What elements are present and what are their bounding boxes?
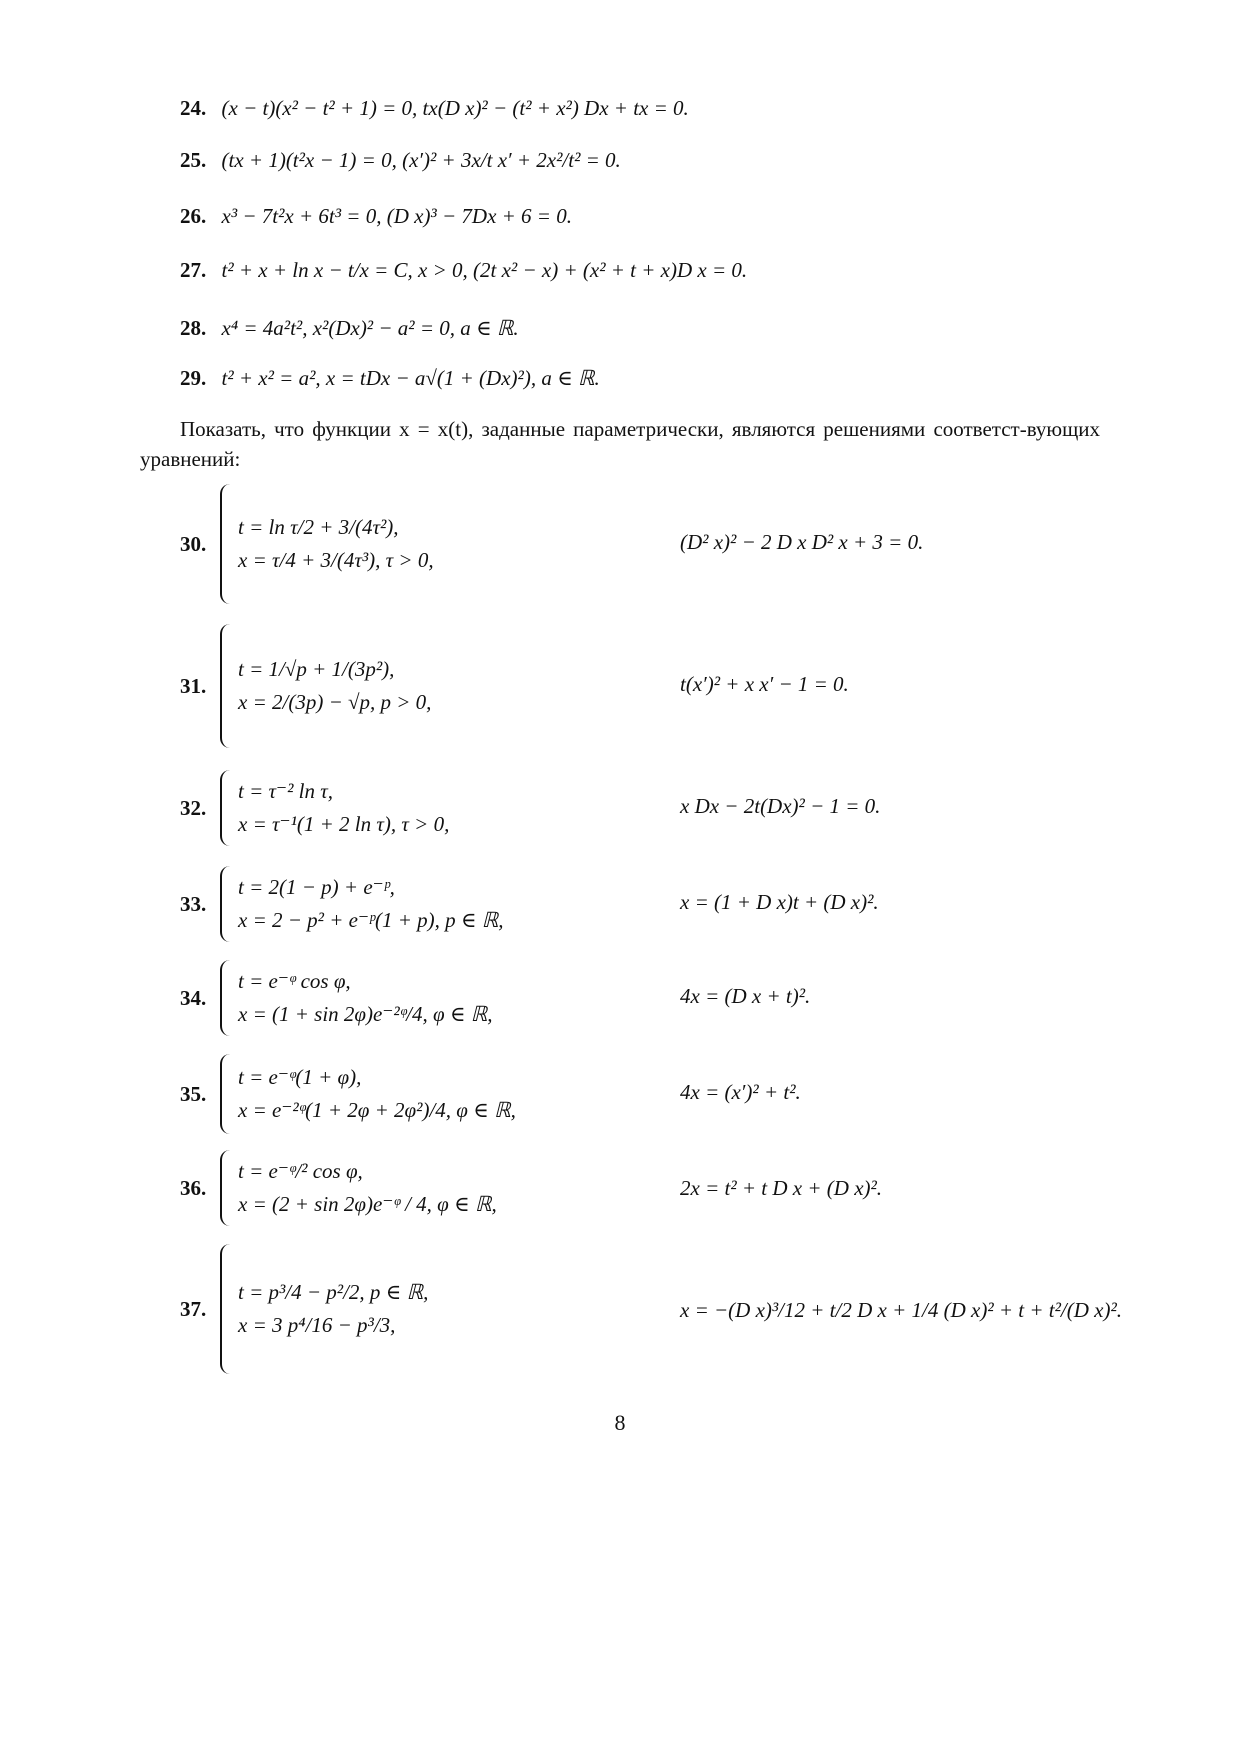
problem-number: 34. [180, 985, 207, 1010]
system-brace [220, 866, 234, 942]
problem-number: 32. [180, 795, 207, 820]
problem-27 [180, 258, 747, 283]
problem-number: 31. [180, 673, 207, 698]
problem-30 [180, 484, 434, 604]
system-line-t: t = e⁻ᵠ cos φ, [238, 969, 351, 993]
system-line-t: t = 2(1 − p) + e⁻ᵖ, [238, 875, 395, 899]
problem-33-equation: x = (1 + D x)t + (D x)². [680, 890, 879, 914]
system-line-t: t = e⁻ᵠ(1 + φ), [238, 1065, 362, 1089]
system-line-x: x = (1 + sin 2φ)e⁻²ᵠ/4, φ ∈ ℝ, [238, 1002, 493, 1026]
problem-35-equation: 4x = (x′)² + t². [680, 1080, 801, 1104]
problem-number: 25. [180, 148, 207, 172]
problem-30-equation: (D² x)² − 2 D x D² x + 3 = 0. [680, 530, 924, 554]
problem-32 [180, 770, 449, 846]
system-line-t: t = 1/√p + 1/(3p²), [238, 657, 395, 681]
problem-26-equation: x³ − 7t²x + 6t³ = 0, (D x)³ − 7Dx + 6 = 0. [221, 204, 572, 228]
problem-24 [180, 96, 689, 121]
problem-37-equation: x = −(D x)³/12 + t/2 D x + 1/4 (D x)² + t + t²/(D x)². [680, 1298, 1123, 1322]
problem-28-equation: x⁴ = 4a²t², x²(Dx)² − a² = 0, a ∈ ℝ. [221, 316, 519, 340]
problem-number: 24. [180, 96, 207, 120]
problem-31 [180, 624, 431, 748]
system-line-x: x = 2/(3p) − √p, p > 0, [238, 690, 432, 714]
problem-33 [180, 866, 504, 942]
system-brace [220, 484, 234, 604]
problem-36 [180, 1150, 497, 1226]
problem-number: 26. [180, 204, 207, 228]
problem-number: 37. [180, 1296, 207, 1321]
problem-number: 35. [180, 1081, 207, 1106]
problem-26 [180, 204, 572, 229]
problem-36-equation: 2x = t² + t D x + (D x)². [680, 1176, 883, 1200]
system-line-x: x = τ⁻¹(1 + 2 ln τ), τ > 0, [238, 812, 450, 836]
problem-25 [180, 148, 621, 173]
intro-paragraph [140, 414, 1100, 474]
problem-31-equation: t(x′)² + x x′ − 1 = 0. [680, 672, 849, 696]
system-brace [220, 1054, 234, 1134]
problem-32-equation: x Dx − 2t(Dx)² − 1 = 0. [680, 794, 881, 818]
problem-34 [180, 960, 493, 1036]
system-line-x: x = e⁻²ᵠ(1 + 2φ + 2φ²)/4, φ ∈ ℝ, [238, 1098, 516, 1122]
problem-24-equation: (x − t)(x² − t² + 1) = 0, tx(D x)² − (t² + x²) Dx + tx = 0. [221, 96, 689, 120]
system-line-x: x = 2 − p² + e⁻ᵖ(1 + p), p ∈ ℝ, [238, 908, 504, 932]
system-line-t: t = e⁻ᵠ/² cos φ, [238, 1159, 363, 1183]
problem-29-equation: t² + x² = a², x = tDx − a√(1 + (Dx)²), a ∈ ℝ. [221, 366, 600, 390]
problem-34-equation: 4x = (D x + t)². [680, 984, 811, 1008]
intro-text: Показать, что функции x = x(t), заданные параметрически, являются решениями соответст-вующих уравнений: [140, 417, 1100, 471]
system-line-t: t = ln τ/2 + 3/(4τ²), [238, 515, 399, 539]
system-brace [220, 960, 234, 1036]
problem-number: 36. [180, 1175, 207, 1200]
system-brace [220, 1150, 234, 1226]
system-brace [220, 1244, 234, 1374]
system-line-x: x = τ/4 + 3/(4τ³), τ > 0, [238, 548, 434, 572]
problem-25-equation: (tx + 1)(t²x − 1) = 0, (x′)² + 3x/t x′ + 2x²/t² = 0. [221, 148, 621, 172]
problem-number: 33. [180, 891, 207, 916]
problem-29 [180, 366, 600, 391]
system-line-t: t = p³/4 − p²/2, p ∈ ℝ, [238, 1280, 429, 1304]
problem-35 [180, 1054, 516, 1134]
problem-number: 30. [180, 531, 207, 556]
system-line-x: x = 3 p⁴/16 − p³/3, [238, 1313, 396, 1337]
problem-28 [180, 316, 519, 341]
system-brace [220, 770, 234, 846]
page-number: 8 [614, 1410, 626, 1435]
problem-37 [180, 1244, 428, 1374]
problem-27-equation: t² + x + ln x − t/x = C, x > 0, (2t x² − x) + (x² + t + x)D x = 0. [221, 258, 748, 282]
system-line-x: x = (2 + sin 2φ)e⁻ᵠ / 4, φ ∈ ℝ, [238, 1192, 497, 1216]
system-brace [220, 624, 234, 748]
problem-number: 29. [180, 366, 207, 390]
problem-number: 28. [180, 316, 207, 340]
problem-number: 27. [180, 258, 207, 282]
system-line-t: t = τ⁻² ln τ, [238, 779, 334, 803]
